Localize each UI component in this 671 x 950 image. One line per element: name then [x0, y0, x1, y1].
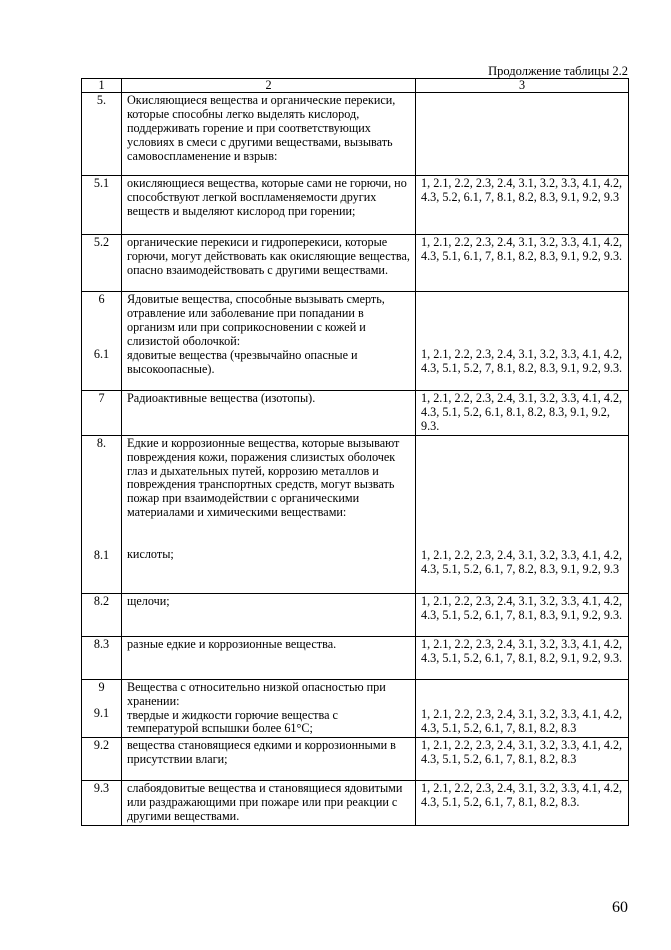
row-description: [122, 435, 416, 593]
row-description: органические перекиси и гидроперекиси, которые горючи, могут действовать как окисляющие вещества, опасно взаимодействовать с другими веществами.: [122, 235, 416, 292]
row-codes: 1, 2.1, 2.2, 2.3, 2.4, 3.1, 3.2, 3.3, 4.1, 4.2, 4.3, 5.1, 5.2, 6.1, 7, 8.1, 8.2, 8.3.: [416, 781, 629, 826]
row-number-main: 6: [98, 292, 105, 306]
table-continuation-caption: Продолжение таблицы 2.2: [488, 64, 628, 78]
table-row: [82, 679, 629, 738]
header-col-1: 1: [82, 79, 122, 93]
table-row: [82, 391, 629, 436]
row-description: Радиоактивные вещества (изотопы).: [122, 391, 416, 436]
row-number-main: 9: [98, 679, 105, 694]
table-row: [82, 176, 629, 235]
row-number: [82, 435, 122, 593]
row-number: 5.: [82, 93, 122, 176]
table-row: [82, 781, 629, 826]
row-number: 9.3: [82, 781, 122, 826]
row-description-sub: ядовитые вещества (чрезвычайно опасные и высокоопасные).: [127, 347, 358, 376]
row-codes: 1, 2.1, 2.2, 2.3, 2.4, 3.1, 3.2, 3.3, 4.1, 4.2, 4.3, 5.2, 6.1, 7, 8.1, 8.2, 8.3, 9.1, 9.2, 9.3: [416, 176, 629, 235]
table-row: [82, 738, 629, 781]
table-row: [82, 235, 629, 292]
row-number: [82, 292, 122, 391]
header-col-3: 3: [416, 79, 629, 93]
row-description: щелочи;: [122, 593, 416, 636]
row-codes: 1, 2.1, 2.2, 2.3, 2.4, 3.1, 3.2, 3.3, 4.1, 4.2, 4.3, 5.1, 5.2, 6.1, 7, 8.1, 8.3, 9.1, 9.2, 9.3.: [416, 593, 629, 636]
table-row: [82, 636, 629, 679]
row-number: 7: [82, 391, 122, 436]
table-row: [82, 93, 629, 176]
row-number: [82, 679, 122, 738]
row-codes: [416, 93, 629, 176]
table-row: [82, 292, 629, 391]
row-description-sub: кислоты;: [127, 547, 174, 562]
row-codes-text: 1, 2.1, 2.2, 2.3, 2.4, 3.1, 3.2, 3.3, 4.1, 4.2, 4.3, 5.1, 5.2, 7, 8.1, 8.2, 8.3, 9.1, 9.2, 9.3.: [421, 347, 623, 375]
row-codes: [416, 435, 629, 593]
row-description-main: Едкие и коррозионные вещества, которые вызывают повреждения кожи, поражения слизистых оболочек глаз и дыхательных путей, коррозию металлов и повреждения транспортных средств, могут вызвать пожар при взаимодействии с органическими материалами и химическими веществами:: [127, 435, 400, 520]
row-number: 8.2: [82, 593, 122, 636]
table-row: [82, 593, 629, 636]
row-number: 8.3: [82, 636, 122, 679]
row-description: [122, 292, 416, 391]
row-number: 5.1: [82, 176, 122, 235]
row-number-sub: 8.1: [93, 547, 110, 562]
row-description: окисляющиеся вещества, которые сами не горючи, но способствуют легкой воспламеняемости других веществ и выделяют кислород при горении;: [122, 176, 416, 235]
header-col-2: 2: [122, 79, 416, 93]
row-description: Окисляющиеся вещества и органические перекиси, которые способны легко выделять кислород, поддерживать горение и при соответствующих условиях в смеси с другими веществами, вызывать самовоспламенение и взрыв:: [122, 93, 416, 176]
row-description-main: Ядовитые вещества, способные вызывать смерть, отравление или заболевание при попадании в организм или при соприкосновении с кожей и слизистой оболочкой:: [127, 292, 385, 348]
page-number: 60: [612, 899, 628, 916]
row-description-sub: твердые и жидкости горючие вещества с температурой вспышки более 61°С;: [127, 707, 338, 736]
row-codes-text: 1, 2.1, 2.2, 2.3, 2.4, 3.1, 3.2, 3.3, 4.1, 4.2, 4.3, 5.1, 5.2, 6.1, 7, 8.1, 8.2, 8.3: [421, 706, 623, 735]
row-number-sub: 6.1: [93, 346, 110, 361]
table-row: [82, 435, 629, 593]
row-codes-text: 1, 2.1, 2.2, 2.3, 2.4, 3.1, 3.2, 3.3, 4.1, 4.2, 4.3, 5.1, 5.2, 6.1, 7, 8.2, 8.3, 9.1, 9.2, 9.3: [421, 547, 623, 576]
row-number-sub: 9.1: [93, 705, 110, 720]
row-number: 5.2: [82, 235, 122, 292]
row-number: 9.2: [82, 738, 122, 781]
row-codes: 1, 2.1, 2.2, 2.3, 2.4, 3.1, 3.2, 3.3, 4.1, 4.2, 4.3, 5.1, 5.2, 6.1, 7, 8.1, 8.2, 9.1, 9.2, 9.3.: [416, 636, 629, 679]
row-description: разные едкие и коррозионные вещества.: [122, 636, 416, 679]
row-codes: [416, 292, 629, 391]
row-codes: 1, 2.1, 2.2, 2.3, 2.4, 3.1, 3.2, 3.3, 4.1, 4.2, 4.3, 5.1, 5.2, 6.1, 8.1, 8.2, 8.3, 9.1, 9.2, 9.3.: [416, 391, 629, 436]
substances-table: [81, 78, 629, 826]
row-description: вещества становящиеся едкими и коррозионными в присутствии влаги;: [122, 738, 416, 781]
table-header-row: [82, 79, 629, 93]
row-description-main: Вещества с относительно низкой опасностью при хранении:: [127, 679, 386, 708]
row-codes: [416, 679, 629, 738]
row-description: слабоядовитые вещества и становящиеся ядовитыми или раздражающими при пожаре или при реакции с другими веществами.: [122, 781, 416, 826]
row-description: [122, 679, 416, 738]
row-number-main: 8.: [96, 435, 107, 450]
row-codes: 1, 2.1, 2.2, 2.3, 2.4, 3.1, 3.2, 3.3, 4.1, 4.2, 4.3, 5.1, 6.1, 7, 8.1, 8.2, 8.3, 9.1, 9.2, 9.3.: [416, 235, 629, 292]
row-codes: 1, 2.1, 2.2, 2.3, 2.4, 3.1, 3.2, 3.3, 4.1, 4.2, 4.3, 5.1, 5.2, 6.1, 7, 8.1, 8.2, 8.3: [416, 738, 629, 781]
